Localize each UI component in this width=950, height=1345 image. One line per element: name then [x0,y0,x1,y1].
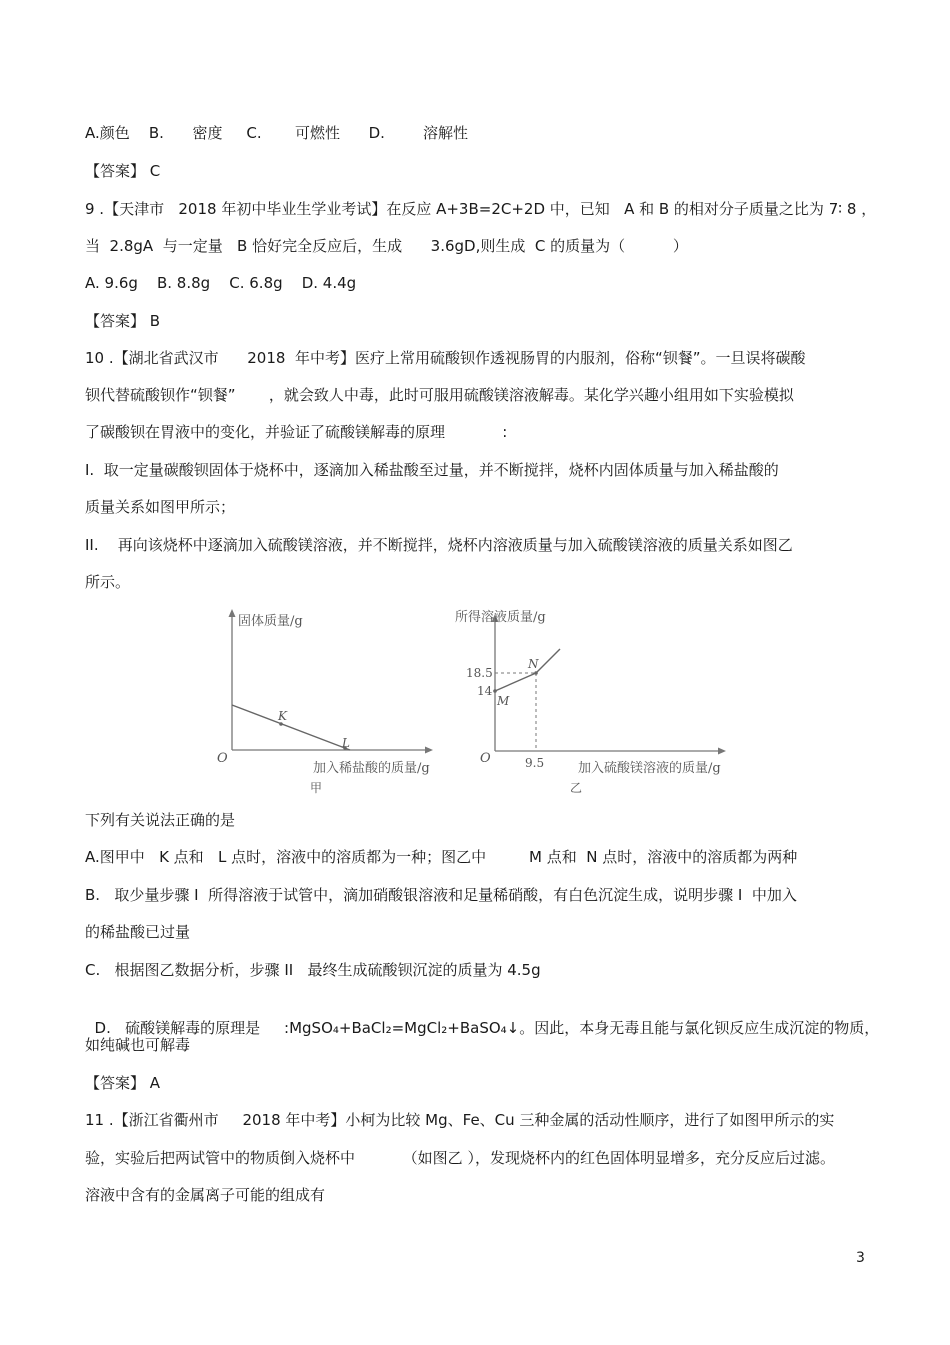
option-c: C. 根据图乙数据分析，步骤 II 最终生成硫酸钡沉淀的质量为 4.5g [85,961,541,979]
jia-x-arrow [425,747,433,754]
jia-y-label: 固体质量/g [238,614,303,629]
jia-caption: 甲 [310,781,323,795]
option-d-prefix: D. 硫酸镁解毒的原理是 : [94,1019,290,1037]
question-11-line-3: 溶液中含有的金属离子可能的组成有 [85,1186,326,1204]
jia-y-arrow [229,609,236,617]
figure-jia [205,605,455,800]
yi-y-label: 所得溶液质量/g [455,610,546,625]
question-9-line-1: 9 .【天津市 2018 年初中毕业生学业考试】在反应 A+3B=2C+2D 中，已知 A 和 B 的相对分子质量之比为 7∶ 8 ， [85,200,877,218]
jia-data-line [232,705,350,750]
question-10-step-2-cont: 所示。 [85,573,131,591]
yi-tick-18-5: 18.5 [466,666,493,680]
jia-label-k: K [278,709,287,723]
answer-10: 【答案】 A [85,1074,161,1092]
question-10-line-2: 钡代替硫酸钡作“钡餐” ，就会致人中毒，此时可服用硫酸镁溶液解毒。某化学兴趣小组用如下实验模拟 [85,386,794,404]
question-11-line-1: 11 .【浙江省衢州市 2018 年中考】小柯为比较 Mg、Fe、Cu 三种金属的活动性顺序，进行了如图甲所示的实 [85,1111,835,1129]
question-10-step-1-cont: 质量关系如图甲所示； [85,498,236,516]
question-10-step-1: I. 取一定量碳酸钡固体于烧杯中，逐滴加入稀盐酸至过量，并不断搅拌，烧杯内固体质量与加入稀盐酸的 [85,461,779,479]
option-b: B. 取少量步骤 I 所得溶液于试管中，滴加硝酸银溶液和足量稀硝酸，有白色沉淀生成，说明步骤 I 中加入 [85,886,797,904]
yi-caption: 乙 [570,781,583,795]
yi-point-n [534,671,538,675]
jia-origin: O [217,751,228,766]
yi-point-m [493,689,497,693]
option-d-cont: 如纯碱也可解毒 [85,1036,191,1054]
yi-x-label: 加入硫酸镁溶液的质量/g [578,761,721,776]
answer-9: 【答案】 B [85,312,161,330]
jia-label-l: L [342,736,350,750]
question-10-line-1: 10 .【湖北省武汉市 2018 年中考】医疗上常用硫酸钡作透视肠胃的内服剂，俗称“钡餐”。一旦误将碳酸 [85,349,806,367]
answer-8: 【答案】 C [85,162,161,180]
yi-segment-after-n [536,649,560,673]
jia-x-label: 加入稀盐酸的质量/g [313,761,430,776]
option-d-suffix: 。因此，本身无毒且能与氯化钡反应生成沉淀的物质， [519,1019,880,1037]
question-9-options: A. 9.6g B. 8.8g C. 6.8g D. 4.4g [85,274,357,292]
question-10-prompt: 下列有关说法正确的是 [85,811,236,829]
yi-x-arrow [718,748,726,755]
line-options-8: A.颜色 B. 密度 C. 可燃性 D. 溶解性 [85,124,469,142]
option-a: A.图甲中 K 点和 L 点时，溶液中的溶质都为一种；图乙中 M 点和 N 点时，溶液中的溶质都为两种 [85,848,798,866]
option-d-equation: MgSO₄+BaCl₂=MgCl₂+BaSO₄↓ [289,1019,520,1037]
yi-label-n: N [528,657,539,671]
page-number: 3 [856,1250,865,1266]
question-9-line-2: 当 2.8gA 与一定量 B 恰好完全反应后，生成 3.6gD,则生成 C 的质量为（ ） [85,237,688,255]
yi-tick-9-5: 9.5 [525,756,545,770]
figure-yi [455,605,750,800]
question-10-line-3: 了碳酸钡在胃液中的变化，并验证了硫酸镁解毒的原理 : [85,423,508,441]
yi-segment-mn [495,673,536,691]
question-11-line-2: 验，实验后把两试管中的物质倒入烧杯中 （如图乙 ），发现烧杯内的红色固体明显增多，充分反应后过滤。 [85,1149,835,1167]
yi-label-m: M [497,694,510,708]
yi-origin: O [480,751,491,766]
question-10-step-2: II. 再向该烧杯中逐滴加入硫酸镁溶液，并不断搅拌，烧杯内溶液质量与加入硫酸镁溶液的质量关系如图乙 [85,536,793,554]
option-b-cont: 的稀盐酸已过量 [85,923,191,941]
option-d [85,998,879,1038]
yi-tick-14: 14 [477,684,493,698]
